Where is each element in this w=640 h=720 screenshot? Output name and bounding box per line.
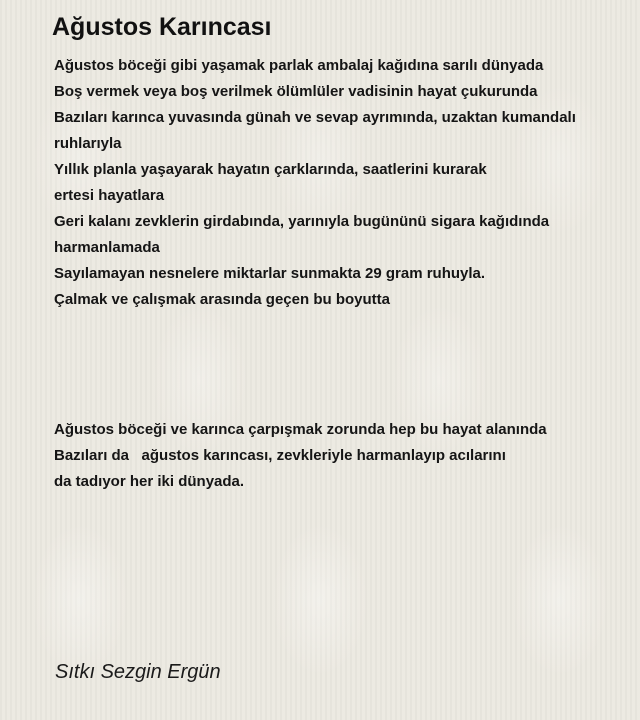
poem-line: Ağustos böceği ve karınca çarpışmak zorunda hep bu hayat alanında [54, 421, 547, 438]
poem-line: Sayılamayan nesnelere miktarlar sunmakta 29 gram ruhuyla. [54, 265, 486, 282]
poem-author: Sıtkı Sezgin Ergün [55, 661, 221, 683]
poem-line: ruhlarıyla [54, 135, 122, 152]
poem-line: Çalmak ve çalışmak arasında geçen bu boyutta [54, 291, 390, 308]
poem-line: Ağustos böceği gibi yaşamak parlak ambalaj kağıdına sarılı dünyada [54, 57, 544, 74]
poem-line: Bazıları karınca yuvasında günah ve sevap ayrımında, uzaktan kumandalı [54, 109, 576, 126]
poem-line: Geri kalanı zevklerin girdabında, yarınıyla bugününü sigara kağıdında [54, 213, 550, 230]
poem-title: Ağustos Karıncası [52, 13, 272, 41]
poem-line: Boş vermek veya boş verilmek ölümlüler vadisinin hayat çukurunda [54, 83, 538, 100]
poem-line: ertesi hayatlara [54, 187, 165, 204]
poem-line: Yıllık planla yaşayarak hayatın çarklarında, saatlerini kurarak [54, 161, 487, 178]
poem-line: harmanlamada [54, 239, 160, 256]
stanza-1 [54, 53, 634, 313]
stanza-2 [54, 417, 634, 495]
poem-line: da tadıyor her iki dünyada. [54, 473, 245, 490]
poem-body [54, 53, 634, 495]
poem-line: Bazıları da ağustos karıncası, zevkleriyle harmanlayıp acılarını [54, 447, 506, 464]
